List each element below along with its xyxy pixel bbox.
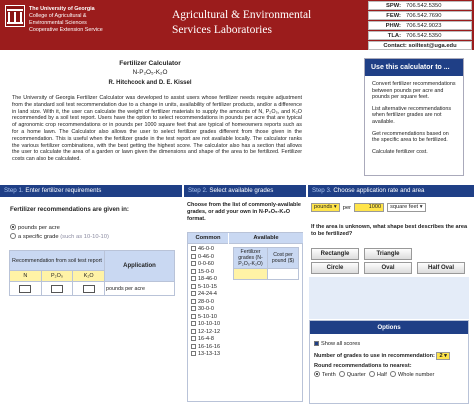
round-half[interactable] <box>369 372 387 378</box>
show-all-checkbox[interactable] <box>314 341 319 346</box>
circle-button[interactable]: Circle <box>311 262 359 274</box>
contact-row-tla <box>368 31 472 40</box>
grade-checkbox[interactable] <box>191 299 196 304</box>
college-line-1: College of Agricultural & <box>29 13 87 19</box>
option-label: a specific grade <box>18 234 59 240</box>
grade-checkbox[interactable] <box>191 314 196 319</box>
grade-checkbox[interactable] <box>191 276 196 281</box>
grade-checkbox-item[interactable] <box>191 344 220 352</box>
calculator-title: Fertilizer Calculator <box>119 60 181 67</box>
contact-value: 706.542.5350 <box>406 33 442 39</box>
grade-checkbox[interactable] <box>191 284 196 289</box>
round-label: Round recommendations to nearest: <box>314 363 412 369</box>
calculator-formula: N-P₂O₅-K₂O <box>132 69 168 76</box>
contact-value: 706.542.9023 <box>406 23 442 29</box>
grade-label: 28-0-0 <box>198 298 214 305</box>
radio-selected[interactable] <box>10 224 16 230</box>
step3-title: Choose application rate and area <box>333 187 425 194</box>
options-header: Options <box>310 321 468 334</box>
grade-checkbox[interactable] <box>191 351 196 356</box>
available-table <box>233 247 299 280</box>
area-unit-select[interactable] <box>387 203 425 212</box>
round-whole[interactable] <box>390 372 434 378</box>
contact-email-link[interactable] <box>368 41 472 50</box>
step1-title: Enter fertilizer requirements <box>25 187 102 194</box>
step1-number: Step 1. <box>4 187 24 194</box>
grade-checkbox[interactable] <box>191 344 196 349</box>
grade-checkbox-item[interactable] <box>191 276 217 284</box>
show-all-scores[interactable] <box>314 341 360 348</box>
common-header: Common <box>188 233 228 244</box>
option-hint: (such as 10-10-10) <box>60 234 109 240</box>
round-quarter[interactable] <box>339 372 366 378</box>
step2-title: Select available grades <box>209 187 274 194</box>
contact-row-phw <box>368 21 472 30</box>
chevron-down-icon: ▾ <box>419 204 423 210</box>
grade-label: 0-0-60 <box>198 261 214 267</box>
rectangle-button[interactable]: Rectangle <box>311 248 359 260</box>
available-header: Available <box>229 233 303 244</box>
step2-header <box>184 185 306 197</box>
num-grades-row <box>314 352 450 360</box>
grade-checkbox-item[interactable] <box>191 351 220 359</box>
num-grades-value: 2 <box>439 353 443 359</box>
per-label: per <box>342 204 352 211</box>
grade-checkbox-item[interactable] <box>191 329 220 337</box>
grade-checkbox[interactable] <box>191 269 196 274</box>
contact-key: TLA: <box>387 33 401 39</box>
usage-panel <box>364 58 464 176</box>
avail-col-grades: Fertilizer grades (N-P₂O₅-K₂O) <box>234 248 268 269</box>
col-p2o5: P₂O₅ <box>41 271 73 282</box>
contact-email-text[interactable]: Contact: soiltest@uga.edu <box>383 43 457 49</box>
grade-label: 5-10-15 <box>198 283 217 290</box>
grades-instructions: Choose from the list of commonly-available grades, or add your own in N-P₂O₅-K₂O format. <box>187 202 301 222</box>
step2-number: Step 2. <box>188 187 208 194</box>
radio-unselected[interactable] <box>369 371 375 377</box>
grade-checkbox-item[interactable] <box>191 261 214 269</box>
grade-label: 16-4-8 <box>198 336 214 342</box>
n-cell <box>10 282 42 296</box>
contact-value: 706.542.5350 <box>406 3 442 9</box>
grade-label: 18-46-0 <box>198 276 217 282</box>
radio-unselected[interactable] <box>339 371 345 377</box>
contact-key: PHW: <box>385 23 401 29</box>
contact-row-spw <box>368 1 472 10</box>
grade-checkbox-item[interactable] <box>191 306 214 314</box>
grade-checkbox[interactable] <box>191 261 196 266</box>
round-tenth[interactable] <box>314 372 336 378</box>
grade-label: 30-0-0 <box>198 306 214 312</box>
grade-label: 46-0-0 <box>198 246 214 252</box>
round-tenth-label: Tenth <box>322 372 336 378</box>
grades-panel <box>187 232 303 402</box>
oval-button[interactable]: Oval <box>364 262 412 274</box>
triangle-button[interactable]: Triangle <box>364 248 412 260</box>
grade-checkbox-item[interactable] <box>191 269 214 277</box>
contact-key: SPW: <box>385 3 401 9</box>
radio-selected[interactable] <box>314 371 320 377</box>
col-n: N <box>10 271 42 282</box>
k2o-cell <box>73 282 105 296</box>
intro-paragraph: The University of Georgia Fertilizer Calculator was developed to assist users whose fertilizer needs require adjustment from the standard soil test recommendation due to a change in units, availability of fertilizer products, and/or a difference in land size. With it, the user can calculate the weight of fertilizer materials to supply the amounts of N, P₂O₅, and K₂O recommended by a soil test report. Users have the option to select recommendations in pounds per acre that are typical of agronomic crop recommendations or in pounds per 1000 square feet that are typical of homeowners reports such as for a home lawn. The Calculator also allows the user to select fertilizer grades different from those given in the recommendation. This is useful when the fertilizer grade in the test report are not available locally. The calculator ranks the various fertilizer combinations, with the best getting the highest score. The calculator also has a section that allows the user to calculate the area of a garden or lawn given the dimensions and shape of the area to be fertilized. Fertilizer costs can also be calculated. <box>12 95 302 163</box>
grade-checkbox[interactable] <box>191 306 196 311</box>
round-half-label: Half <box>376 372 387 378</box>
grade-label: 13-13-13 <box>198 351 221 357</box>
uga-arch-logo <box>5 5 25 27</box>
p2o5-cell <box>41 282 73 296</box>
shape-input-area <box>309 277 469 319</box>
application-value: pounds per acre <box>105 282 175 296</box>
grade-checkbox-item[interactable] <box>191 314 217 322</box>
radio-unselected[interactable] <box>10 233 16 239</box>
contact-value: 706.542.7690 <box>406 13 442 19</box>
usage-panel-header: Use this calculator to ... <box>365 59 463 76</box>
usage-item: Convert fertilizer recommendations between pounds per acre and pounds per square feet. <box>372 81 456 101</box>
grade-checkbox[interactable] <box>191 329 196 334</box>
recommendation-table <box>9 250 175 296</box>
options-panel <box>309 320 469 404</box>
grade-checkbox[interactable] <box>191 321 196 326</box>
area-amount-input[interactable]: 1000 <box>354 203 384 212</box>
lab-title <box>172 8 311 38</box>
grade-checkbox-item[interactable] <box>191 336 214 344</box>
grade-checkbox[interactable] <box>191 254 196 259</box>
grade-checkbox-item[interactable] <box>191 246 214 254</box>
grade-label: 16-16-16 <box>198 343 221 350</box>
shape-question: If the area is unknown, what shape best describes the area to be fertilized? <box>311 224 468 237</box>
lab-title-line-1: Agricultural & Environmental <box>172 9 312 21</box>
grade-checkbox-item[interactable] <box>191 254 214 262</box>
n-input[interactable] <box>19 285 31 293</box>
college-line-2: Environmental Sciences <box>29 20 87 26</box>
grade-label: 10-10-10 <box>198 321 221 327</box>
num-grades-select[interactable] <box>436 352 450 360</box>
rec-header: Recommendation from soil test report <box>10 251 105 271</box>
grade-checkbox[interactable] <box>191 246 196 251</box>
extension-line: Cooperative Extension Service <box>29 27 103 33</box>
avail-col-cost: Cost per pound ($) <box>268 248 299 269</box>
grade-checkbox[interactable] <box>191 291 196 296</box>
rate-row <box>311 203 426 212</box>
chevron-down-icon: ▾ <box>444 353 447 359</box>
grade-checkbox-item[interactable] <box>191 291 217 299</box>
round-quarter-label: Quarter <box>346 372 366 378</box>
contact-key: FEW: <box>386 13 401 19</box>
grade-label: 15-0-0 <box>198 268 214 275</box>
grade-checkbox-item[interactable] <box>191 284 217 292</box>
calculator-authors: R. Hitchcock and D. E. Kissel <box>108 80 192 86</box>
grade-checkbox-item[interactable] <box>191 321 220 329</box>
contact-box <box>368 1 472 51</box>
avail-cost-input[interactable] <box>268 269 299 280</box>
p2o5-input[interactable] <box>51 285 63 293</box>
k2o-input[interactable] <box>83 285 95 293</box>
avail-grade-input[interactable] <box>234 269 268 280</box>
grade-label: 5-10-10 <box>198 313 217 320</box>
chevron-down-icon: ▾ <box>333 204 337 210</box>
step3-header <box>308 185 474 197</box>
rate-unit-value: pounds <box>314 204 333 210</box>
grade-checkbox[interactable] <box>191 336 196 341</box>
grade-label: 12-12-12 <box>198 328 221 335</box>
option-label: pounds per acre <box>18 225 60 231</box>
round-whole-label: Whole number <box>397 372 435 378</box>
option-pounds-per-acre[interactable] <box>10 224 60 232</box>
usage-item: Get recommendations based on the specific area to be fertilized. <box>372 130 449 144</box>
num-grades-label: Number of grades to use in recommendation: <box>314 353 435 359</box>
option-specific-grade[interactable] <box>10 233 109 241</box>
lab-title-line-2: Services Laboratories <box>172 24 272 36</box>
usage-item: Calculate fertilizer cost. <box>372 148 428 155</box>
half-oval-button[interactable]: Half Oval <box>417 262 465 274</box>
units-prompt: Fertilizer recommendations are given in: <box>10 206 129 213</box>
usage-item: List alternative recommendations when fertilizer grades are not available. <box>372 105 452 125</box>
step1-header <box>0 185 182 197</box>
rounding-options <box>314 371 434 379</box>
grade-label: 24-24-4 <box>198 291 217 297</box>
application-header: Application <box>105 251 175 282</box>
rate-unit-select[interactable] <box>311 203 340 212</box>
col-k2o: K₂O <box>73 271 105 282</box>
grade-checkbox-item[interactable] <box>191 299 214 307</box>
grade-label: 0-46-0 <box>198 253 214 260</box>
contact-row-few <box>368 11 472 20</box>
show-all-label: Show all scores <box>321 341 361 347</box>
area-unit-value: square feet <box>390 204 419 210</box>
radio-unselected[interactable] <box>390 371 396 377</box>
step3-number: Step 3. <box>312 187 332 194</box>
uga-name: The University of Georgia <box>29 6 95 12</box>
